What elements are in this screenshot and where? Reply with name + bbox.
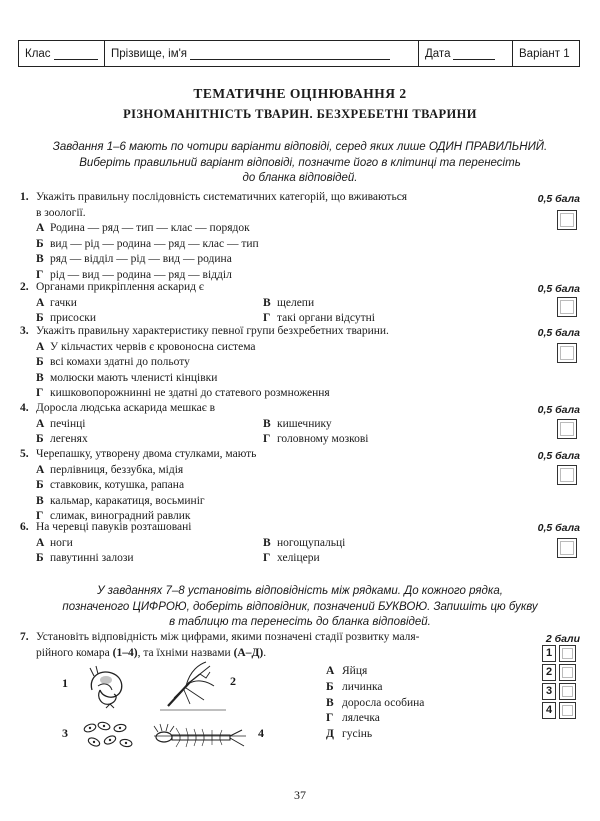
figure-label-1: 1 xyxy=(62,676,68,690)
question-number: 7. xyxy=(20,631,29,643)
score-label: 0,5 бала xyxy=(537,283,580,295)
match-row-number: 3 xyxy=(542,683,556,700)
answer-option: А Яйця xyxy=(326,665,368,677)
question-4 xyxy=(20,401,490,448)
answer-option: В доросла особина xyxy=(326,696,425,709)
variant-label: Варіант 1 xyxy=(519,47,570,60)
option-d: Г рід — вид — родина — ряд — відділ xyxy=(36,268,232,281)
question-number: 4. xyxy=(20,402,29,414)
answer-option: Г лялечка xyxy=(326,712,380,725)
instruction-line: до бланка відповідей. xyxy=(242,172,358,184)
score-label: 0,5 бала xyxy=(537,327,580,339)
surname-cell[interactable] xyxy=(105,41,419,66)
match-row xyxy=(542,664,576,683)
score-label: 0,5 бала xyxy=(537,450,580,462)
question-text: Укажіть правильну послідовність систематичних категорій, що вживаються xyxy=(36,191,408,203)
option-d: Г слимак, виноградний равлик xyxy=(36,510,191,522)
match-answer-cell[interactable] xyxy=(559,645,576,662)
question-3 xyxy=(20,324,490,402)
option-c: В щелепи xyxy=(263,296,315,309)
option-c: В молюски мають членисті кінцівки xyxy=(36,371,218,384)
score-label: 2 бали xyxy=(545,633,580,645)
question-number: 6. xyxy=(20,521,29,533)
option-c: В ряд — відділ — рід — вид — родина xyxy=(36,253,232,265)
adult-mosquito-illustration xyxy=(160,660,226,712)
score-label: 0,5 бала xyxy=(537,404,580,416)
question-number: 2. xyxy=(20,281,29,293)
question-5 xyxy=(20,447,490,525)
date-line xyxy=(453,48,495,60)
page-subtitle: РІЗНОМАНІТНІСТЬ ТВАРИН. БЕЗХРЕБЕТНІ ТВАРИНИ xyxy=(123,107,477,121)
match-answer-cell[interactable] xyxy=(559,664,576,681)
question-text: Органами прикріплення аскарид є xyxy=(36,281,204,293)
match-row xyxy=(542,683,576,702)
larva-illustration xyxy=(150,720,250,754)
answer-box-1[interactable] xyxy=(557,210,577,230)
question-text: Установіть відповідність між цифрами, якими позначені стадії розвитку маля- xyxy=(36,631,420,643)
option-d: Г кишковопорожнинні не здатні до статевого розмноження xyxy=(36,387,330,399)
instructions-block-1 xyxy=(30,140,570,187)
question-6 xyxy=(20,520,490,567)
question-number: 3. xyxy=(20,325,29,337)
option-a: А гачки xyxy=(36,296,77,309)
instructions-block-2 xyxy=(30,584,570,631)
answer-option: Б личинка xyxy=(326,680,383,693)
option-b: Б легенях xyxy=(36,433,88,445)
class-label: Клас xyxy=(25,47,51,60)
option-c: В кишечнику xyxy=(263,417,332,430)
option-c: В ногощупальці xyxy=(263,536,346,549)
class-cell[interactable] xyxy=(19,41,105,66)
answer-box-4[interactable] xyxy=(557,419,577,439)
student-info-header xyxy=(18,40,580,67)
instruction-line: позначеного ЦИФРОЮ, доберіть відповідник, позначений БУКВОЮ. Запишіть цю букву xyxy=(62,600,538,613)
option-a: А печінці xyxy=(36,417,86,430)
page-title: ТЕМАТИЧНЕ ОЦІНЮВАННЯ 2 xyxy=(193,86,407,101)
variant-cell xyxy=(513,41,579,66)
question-number: 5. xyxy=(20,448,29,460)
question-7 xyxy=(20,630,520,661)
option-b: Б вид — рід — родина — ряд — клас — тип xyxy=(36,237,259,250)
score-label: 0,5 бала xyxy=(537,193,580,205)
pupa-illustration xyxy=(80,664,136,710)
match-row-number: 1 xyxy=(542,645,556,662)
option-a: А У кільчастих червів є кровоносна система xyxy=(36,340,256,353)
match-answer-cell[interactable] xyxy=(559,702,576,719)
question-2 xyxy=(20,280,490,327)
class-line xyxy=(54,48,98,60)
option-a: А ноги xyxy=(36,536,73,549)
option-b: Б ставковик, котушка, рапана xyxy=(36,479,185,491)
instruction-line: в таблицю та перенесіть до бланка відповідей. xyxy=(169,616,431,628)
question-text: Укажіть правильну характеристику певної групи безхребетних тварини. xyxy=(36,325,389,337)
question-text: в зоології. xyxy=(36,206,86,219)
answer-box-5[interactable] xyxy=(557,465,577,485)
question-text: На черевці павуків розташовані xyxy=(36,521,192,533)
match-row-number: 4 xyxy=(542,702,556,719)
question-text: Черепашку, утворену двома стулками, мають xyxy=(36,448,257,460)
option-c: В кальмар, каракатиця, восьминіг xyxy=(36,494,205,507)
eggs-illustration xyxy=(80,718,140,754)
answer-box-3[interactable] xyxy=(557,343,577,363)
date-cell[interactable] xyxy=(419,41,513,66)
figure-label-4: 4 xyxy=(258,726,264,740)
instruction-line: Виберіть правильний варіант відповіді, позначте його в клітинці та перенесіть xyxy=(79,156,521,169)
match-answer-options xyxy=(326,664,424,743)
match-row-number: 2 xyxy=(542,664,556,681)
instruction-line: Завдання 1–6 мають по чотири варіанти відповіді, серед яких лише ОДИН ПРАВИЛЬНИЙ. xyxy=(52,141,548,153)
question-text: Доросла людська аскарида мешкає в xyxy=(36,402,215,414)
figure-label-2: 2 xyxy=(230,674,236,688)
match-grid xyxy=(542,645,576,721)
surname-label: Прізвище, ім'я xyxy=(111,47,188,60)
option-d: Г такі органи відсутні xyxy=(263,312,375,324)
question-text: рійного комара (1–4), та їхніми назвами (А–Д). xyxy=(36,646,267,659)
surname-line xyxy=(190,48,390,60)
answer-box-6[interactable] xyxy=(557,538,577,558)
date-label: Дата xyxy=(425,47,451,60)
match-row xyxy=(542,645,576,664)
option-b: Б всі комахи здатні до польоту xyxy=(36,356,190,368)
question-number: 1. xyxy=(20,191,29,203)
question-1 xyxy=(20,190,490,283)
option-b: Б павутинні залози xyxy=(36,552,134,564)
answer-box-2[interactable] xyxy=(557,297,577,317)
instruction-line: У завданнях 7–8 установіть відповідність між рядками. До кожного рядка, xyxy=(97,585,503,597)
score-label: 0,5 бала xyxy=(537,522,580,534)
match-answer-cell[interactable] xyxy=(559,683,576,700)
figure-label-3: 3 xyxy=(62,726,68,740)
option-b: Б присоски xyxy=(36,312,97,324)
option-d: Г головному мозкові xyxy=(263,433,369,445)
option-a: А Родина — ряд — тип — клас — порядок xyxy=(36,222,250,234)
option-a: А перлівниця, беззубка, мідія xyxy=(36,463,184,476)
answer-option: Д гусінь xyxy=(326,728,373,741)
match-row xyxy=(542,702,576,721)
option-d: Г хеліцери xyxy=(263,552,320,564)
page-number: 37 xyxy=(294,788,306,802)
